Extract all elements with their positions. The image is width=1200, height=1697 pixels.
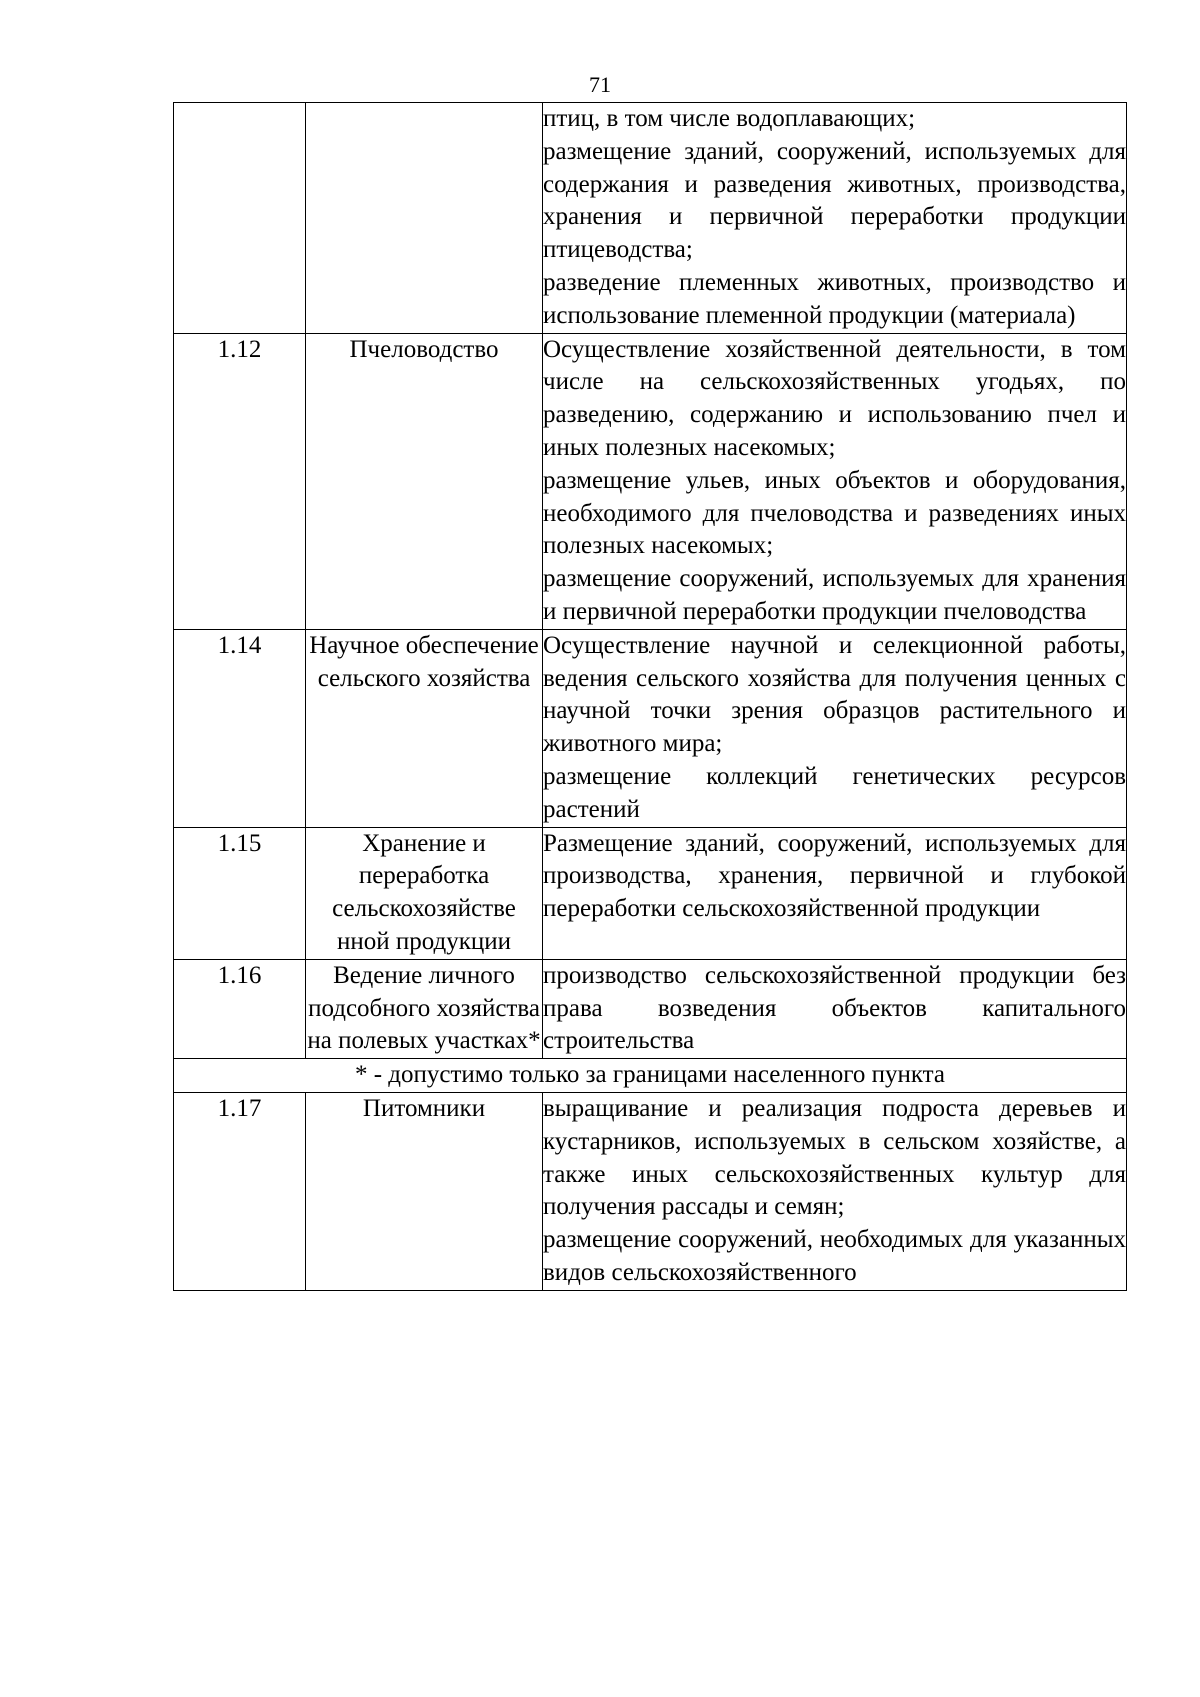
description-paragraph: размещение сооружений, используемых для хранения и первичной переработки продукции пчеловодства <box>543 565 1126 625</box>
row-description <box>543 1092 1127 1290</box>
row-description <box>543 103 1127 334</box>
table-note: * - допустимо только за границами населенного пункта <box>174 1059 1127 1093</box>
row-code: 1.12 <box>174 333 306 629</box>
row-description <box>543 629 1127 827</box>
table-row <box>174 103 1127 334</box>
row-name: Научное обеспечение сельского хозяйства <box>306 629 543 827</box>
table-row <box>174 629 1127 827</box>
description-paragraph: птиц, в том числе водоплавающих; <box>543 105 916 132</box>
row-name: Ведение личного подсобного хозяйства на полевых участках* <box>306 959 543 1058</box>
row-description <box>543 959 1127 1058</box>
table-row <box>174 827 1127 959</box>
row-name: Питомники <box>306 1092 543 1290</box>
row-name: Хранение и переработка сельскохозяйстве нной продукции <box>306 827 543 959</box>
row-code <box>174 103 306 334</box>
row-description <box>543 333 1127 629</box>
description-paragraph: размещение зданий, сооружений, используемых для содержания и разведения животных, производства, хранения и первичной переработки продукции птицеводства; <box>543 137 1126 264</box>
row-name <box>306 103 543 334</box>
description-paragraph: выращивание и реализация подроста деревьев и кустарников, используемых в сельском хозяйстве, а также иных сельскохозяйственных культур для получения рассады и семян; <box>543 1094 1126 1221</box>
description-paragraph: Осуществление научной и селекционной работы, ведения сельского хозяйства для получения ценных с научной точки зрения образцов растительного и животного мира; <box>543 631 1126 758</box>
description-paragraph: производство сельскохозяйственной продукции без права возведения объектов капитального строительства <box>543 961 1126 1055</box>
description-paragraph: Размещение зданий, сооружений, используемых для производства, хранения, первичной и глубокой переработки сельскохозяйственной продукции <box>543 829 1126 923</box>
row-code: 1.16 <box>174 959 306 1058</box>
row-code: 1.15 <box>174 827 306 959</box>
row-description <box>543 827 1127 959</box>
description-paragraph: разведение племенных животных, производство и использование племенной продукции (материала) <box>543 268 1126 329</box>
description-paragraph: размещение коллекций генетических ресурсов растений <box>543 762 1126 823</box>
row-code: 1.14 <box>174 629 306 827</box>
description-paragraph: размещение сооружений, необходимых для указанных видов сельскохозяйственного <box>543 1226 1126 1286</box>
row-code: 1.17 <box>174 1092 306 1290</box>
table-note-row <box>174 1059 1127 1093</box>
description-paragraph: Осуществление хозяйственной деятельности, в том числе на сельскохозяйственных угодьях, по разведению, содержанию и использованию пчел и иных полезных насекомых; <box>543 335 1126 461</box>
table-row <box>174 959 1127 1058</box>
table-row <box>174 1092 1127 1290</box>
page-number: 71 <box>589 72 611 97</box>
row-name: Пчеловодство <box>306 333 543 629</box>
description-paragraph: размещение ульев, иных объектов и оборудования, необходимого для пчеловодства и разведениях иных полезных насекомых; <box>543 466 1126 560</box>
table-row <box>174 333 1127 629</box>
land-use-table <box>173 102 1127 1291</box>
